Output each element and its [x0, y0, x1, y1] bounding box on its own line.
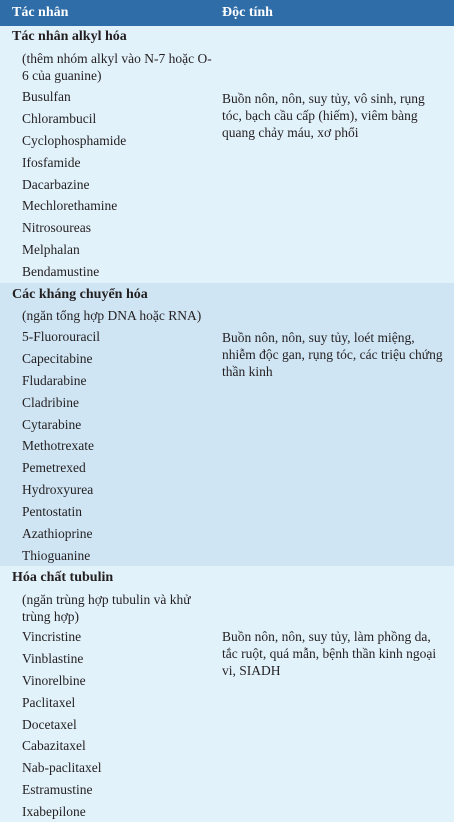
agent-item: Cladribine [22, 394, 79, 410]
agent-item: Chlorambucil [22, 110, 97, 126]
agent-item: Vinorelbine [22, 672, 86, 688]
agent-item: Methotrexate [22, 438, 94, 454]
section-note: (ngăn tổng hợp DNA hoặc RNA) [22, 308, 202, 323]
agent-item: Cabazitaxel [22, 738, 86, 754]
agent-item: Hydroxyurea [22, 482, 94, 498]
agent-list [22, 86, 126, 283]
agent-item: Pemetrexed [22, 460, 86, 476]
agent-item: Bendamustine [22, 264, 100, 280]
section-note: (ngăn trùng hợp tubulin và khử trùng hợp) [22, 592, 191, 624]
header-toxicity: Độc tính [222, 5, 273, 20]
agent-item: Fludarabine [22, 372, 87, 388]
agent-item: Capecitabine [22, 350, 93, 366]
agent-item: Vincristine [22, 629, 82, 644]
agent-item: Ixabepilone [22, 804, 86, 820]
agent-item: Paclitaxel [22, 694, 76, 710]
agent-item: Cyclophosphamide [22, 132, 127, 148]
section-title: Các kháng chuyển hóa [12, 287, 148, 302]
agent-item: Nitrosoureas [22, 220, 91, 236]
section-note: (thêm nhóm alkyl vào N-7 hoặc O-6 của guanine) [22, 51, 212, 83]
toxicity-text: Buồn nôn, nôn, suy tủy, loét miệng, nhiễm độc gan, rụng tóc, các triệu chứng thần kinh [222, 330, 443, 379]
agent-item: Mechlorethamine [22, 198, 118, 214]
section-antimetabolites [0, 283, 454, 566]
section-title: Hóa chất tubulin [12, 570, 114, 585]
toxicity-text: Buồn nôn, nôn, suy tủy, vô sinh, rụng tóc, bạch cầu cấp (hiếm), viêm bàng quang chảy máu, xơ phổi [222, 91, 425, 140]
section-title: Tác nhân alkyl hóa [12, 29, 127, 44]
section-tubulin [0, 566, 454, 822]
agent-item: Thioguanine [22, 547, 91, 563]
agent-item: Melphalan [22, 242, 80, 258]
agent-list [22, 326, 100, 567]
header-agent: Tác nhân [12, 5, 69, 20]
agent-item: Ifosfamide [22, 154, 81, 170]
toxicity-text: Buồn nôn, nôn, suy tủy, làm phồng da, tắc ruột, quá mẫn, bệnh thần kinh ngoại vi, SIADH [222, 629, 437, 678]
agent-item: Busulfan [22, 89, 71, 104]
agent-item: 5-Fluorouracil [22, 329, 100, 344]
agent-item: Azathioprine [22, 526, 93, 542]
table-header [0, 0, 454, 26]
agent-item: Nab-paclitaxel [22, 760, 102, 776]
agent-item: Docetaxel [22, 716, 77, 732]
agent-item: Estramustine [22, 782, 93, 798]
agent-item: Cytarabine [22, 416, 82, 432]
agent-list [22, 626, 101, 823]
agent-item: Vinblastine [22, 650, 84, 666]
section-alkylating [0, 26, 454, 283]
agent-item: Dacarbazine [22, 176, 90, 192]
agent-item: Pentostatin [22, 504, 82, 520]
